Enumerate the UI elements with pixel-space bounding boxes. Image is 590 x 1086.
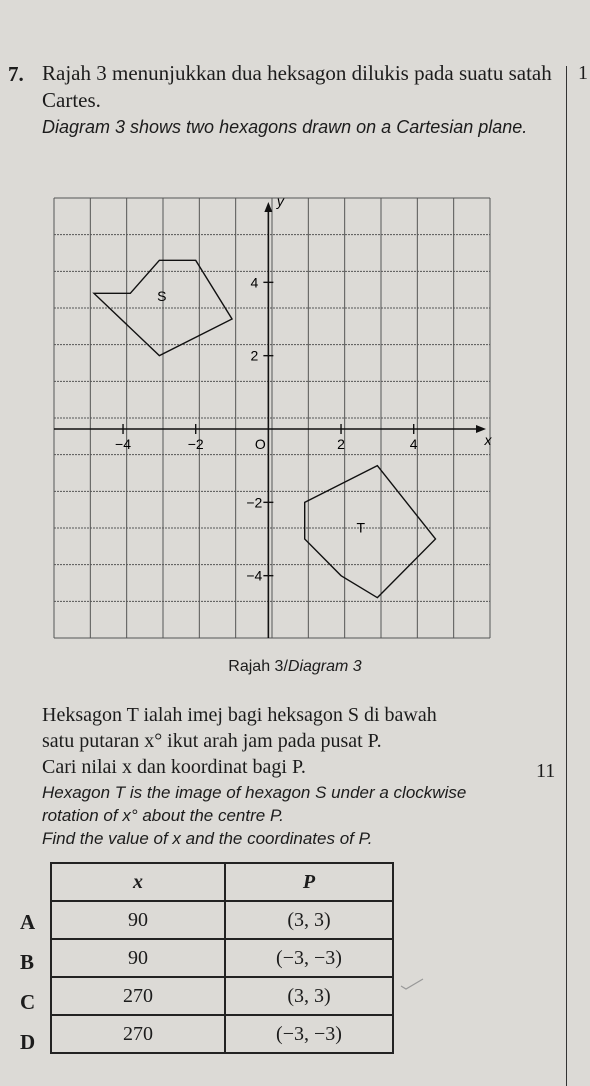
option-b-p: (−3, −3) xyxy=(225,939,393,977)
caption-malay: Rajah 3/ xyxy=(228,658,288,675)
body-malay-line-3: Cari nilai x dan koordinat bagi P. xyxy=(42,756,306,778)
body-english-line-1: Hexagon T is the image of hexagon S under a clockwise xyxy=(42,783,467,802)
header-x: x xyxy=(51,863,225,901)
y-tick-label: 2 xyxy=(250,347,259,364)
x-tick-label: O xyxy=(254,436,266,452)
hexagon-t xyxy=(305,466,436,598)
option-a-p: (3, 3) xyxy=(225,901,393,939)
option-row-c[interactable] xyxy=(51,977,393,1015)
cartesian-diagram xyxy=(52,196,492,640)
option-d-x: 270 xyxy=(51,1015,225,1053)
caption-english: Diagram 3 xyxy=(287,658,362,675)
hexagon-t-label: T xyxy=(356,519,366,536)
marks-indicator: 11 xyxy=(536,760,556,782)
y-axis-label: y xyxy=(276,196,284,209)
diagram-caption xyxy=(0,658,590,676)
hexagon-s-label: S xyxy=(157,288,167,304)
header-p: P xyxy=(225,863,393,901)
x-tick-label: 4 xyxy=(409,436,418,452)
option-letter-c: C xyxy=(20,990,36,1014)
margin-line xyxy=(566,66,567,1086)
option-letter-b: B xyxy=(20,950,35,974)
option-letter-a: A xyxy=(20,910,36,934)
option-d-p: (−3, −3) xyxy=(225,1015,393,1053)
option-a-x: 90 xyxy=(51,901,225,939)
axis-labels xyxy=(115,196,492,584)
x-tick-label: 2 xyxy=(337,436,345,452)
body-english-line-3: Find the value of x and the coordinates of P. xyxy=(42,829,373,848)
x-axis-label: x xyxy=(484,432,492,448)
question-number: 7. xyxy=(8,62,24,86)
margin-mark: 1 xyxy=(578,62,588,84)
option-row-b[interactable] xyxy=(51,939,393,977)
option-row-a[interactable] xyxy=(51,901,393,939)
option-c-p: (3, 3) xyxy=(225,977,393,1015)
x-tick-label: −4 xyxy=(115,436,132,452)
option-letter-d: D xyxy=(20,1030,36,1054)
body-malay-line-1: Heksagon T ialah imej bagi heksagon S di bawah xyxy=(42,704,437,726)
question-text-english: Diagram 3 shows two hexagons drawn on a Cartesian plane. xyxy=(42,117,528,137)
axes xyxy=(54,202,486,638)
y-tick-label: 4 xyxy=(250,274,259,291)
options-table xyxy=(50,862,394,1054)
option-c-x: 270 xyxy=(51,977,225,1015)
body-malay-line-2: satu putaran x° ikut arah jam pada pusat P. xyxy=(42,730,382,752)
option-b-x: 90 xyxy=(51,939,225,977)
y-tick-label: −4 xyxy=(246,567,263,584)
question-text-malay: Rajah 3 menunjukkan dua heksagon dilukis pada suatu satah Cartes. xyxy=(42,61,552,112)
table-header-row xyxy=(51,863,393,901)
y-axis-arrow-icon xyxy=(264,202,272,212)
x-tick-label: −2 xyxy=(187,436,204,452)
body-english-line-2: rotation of x° about the centre P. xyxy=(42,806,284,825)
pencil-tick-icon xyxy=(400,978,424,990)
option-row-d[interactable] xyxy=(51,1015,393,1053)
y-tick-label: −2 xyxy=(246,494,263,511)
grid-lines xyxy=(54,198,490,638)
